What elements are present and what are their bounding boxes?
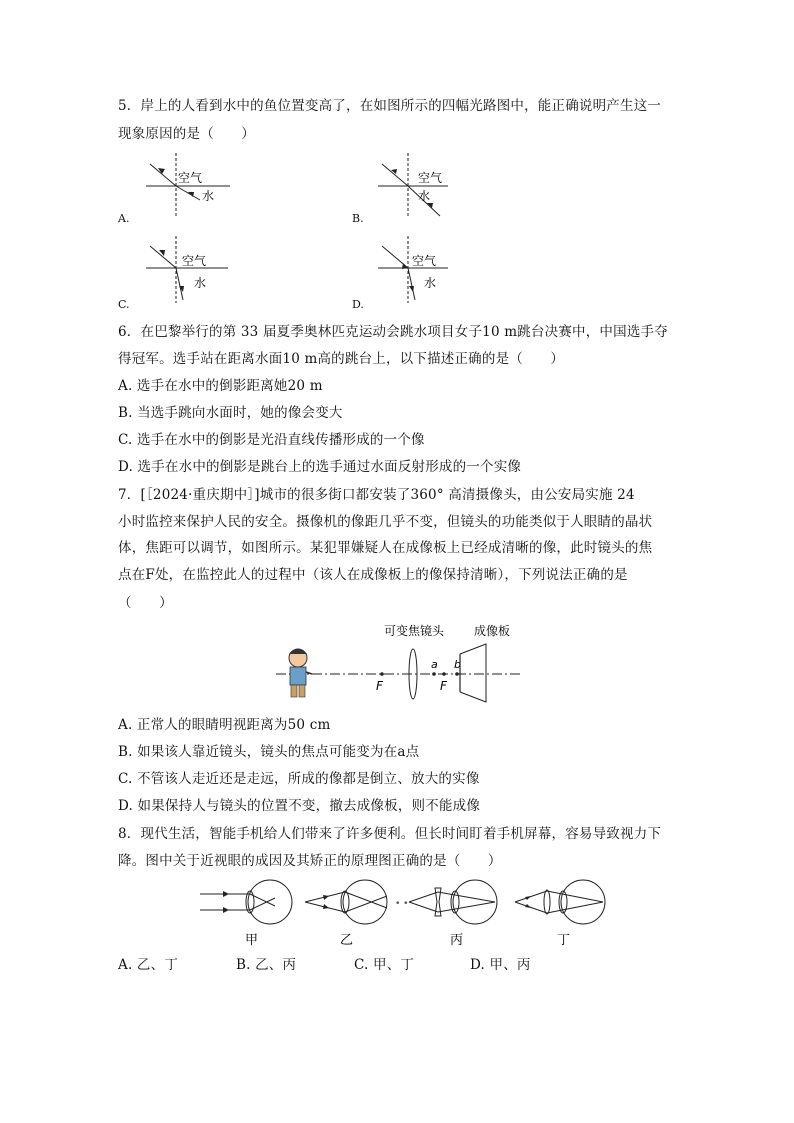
q7-option-c: C. 不管该人走近还是走远，所成的像都是倒立、放大的实像 xyxy=(118,771,480,787)
q6-option-b: B. 当选手跳向水面时，她的像会变大 xyxy=(118,405,343,421)
q5-diagram-d xyxy=(378,236,448,303)
q8-option-c: C. 甲、丁 xyxy=(354,957,415,973)
convex-lens-icon xyxy=(544,890,550,914)
q7-stem-line1: 7．[［2024·重庆期中］]城市的很多街口都安装了360° 高清摄像头，由公安局实施 24 xyxy=(118,487,635,503)
eye-diagram-jia xyxy=(200,880,292,948)
q5-diagram-c xyxy=(146,236,228,303)
q7-stem-line3: 体，焦距可以调节，如图所示。某犯罪嫌疑人在成像板上已经成清晰的像，此时镜头的焦 xyxy=(118,540,653,556)
q7-option-a: A. 正常人的眼睛明视距离为50 cm xyxy=(118,717,331,733)
q5-stem-line2: 现象原因的是（ ） xyxy=(118,126,255,142)
q8-stem-line2: 降。图中关于近视眼的成因及其矫正的原理图正确的是（ ） xyxy=(118,853,502,869)
q5-a-water-label: 水 xyxy=(202,189,215,203)
q5-d-air-label: 空气 xyxy=(412,254,437,268)
q6-option-c: C. 选手在水中的倒影是光沿直线传播形成的一个像 xyxy=(118,432,425,448)
q7-lens-label: 可变焦镜头 xyxy=(384,624,445,638)
q7-camera-diagram xyxy=(270,620,530,710)
q5-option-c-label: C. xyxy=(118,298,130,311)
q6-stem-line1: 6．在巴黎举行的第 33 届夏季奥林匹克运动会跳水项目女子10 m跳台决赛中，中国选手夺 xyxy=(118,324,668,340)
q5-option-a-label: A. xyxy=(118,212,130,225)
q8-option-a: A. 乙、丁 xyxy=(118,957,179,973)
q7-left-f-label: F xyxy=(376,679,383,693)
q5-a-air-label: 空气 xyxy=(178,171,203,185)
q7-stem-line2: 小时监控来保护人民的安全。摄像机的像距几乎不变，但镜头的功能类似于人眼睛的晶状 xyxy=(118,514,653,530)
q7-board-label: 成像板 xyxy=(474,624,511,638)
q8-label-jia: 甲 xyxy=(245,933,259,948)
q5-option-d-label: D. xyxy=(352,298,364,311)
eye-diagram-yi xyxy=(305,880,387,948)
q8-label-ding: 丁 xyxy=(557,933,571,948)
q7-point-b-label: b xyxy=(454,658,461,671)
q5-diagram-b xyxy=(378,153,448,218)
eye-diagram-ding xyxy=(515,880,605,948)
q7-stem-line4: 点在F处，在监控此人的过程中（该人在成像板上的像保持清晰），下列说法正确的是 xyxy=(118,567,628,583)
q8-option-d: D. 甲、丙 xyxy=(470,957,531,973)
q8-label-bing: 丙 xyxy=(450,933,464,948)
q5-diagrams xyxy=(118,148,678,318)
q5-diagram-a xyxy=(146,153,230,218)
q7-option-b: B. 如果该人靠近镜头，镜头的焦点可能变为在a点 xyxy=(118,744,420,760)
q6-option-a: A. 选手在水中的倒影距离她20 m xyxy=(118,378,323,394)
q5-b-water-label: 水 xyxy=(418,189,431,203)
q8-stem-line1: 8．现代生活，智能手机给人们带来了许多便利。但长时间盯着手机屏幕，容易导致视力下 xyxy=(118,826,662,842)
q8-option-b: B. 乙、丙 xyxy=(236,957,297,973)
q5-b-air-label: 空气 xyxy=(418,171,443,185)
q8-label-yi: 乙 xyxy=(340,933,354,948)
q5-option-b-label: B. xyxy=(352,212,364,225)
eye-diagram-bing xyxy=(395,880,497,948)
person-icon xyxy=(289,649,312,697)
q5-stem-line1: 5．岸上的人看到水中的鱼位置变高了，在如图所示的四幅光路图中，能正确说明产生这一 xyxy=(118,98,662,114)
q6-option-d: D. 选手在水中的倒影是跳台上的选手通过水面反射形成的一个实像 xyxy=(118,459,522,475)
q5-c-air-label: 空气 xyxy=(182,254,207,268)
q5-c-water-label: 水 xyxy=(194,276,207,290)
imaging-board-icon xyxy=(460,644,486,702)
q7-right-f-label: F xyxy=(440,679,447,693)
q7-point-a-label: a xyxy=(431,658,438,671)
q6-stem-line2: 得冠军。选手站在距离水面10 m高的跳台上，以下描述正确的是（ ） xyxy=(118,351,565,367)
q7-option-d: D. 如果保持人与镜头的位置不变，撤去成像板，则不能成像 xyxy=(118,798,481,814)
q7-stem-line5: （ ） xyxy=(118,595,173,611)
q8-eye-diagrams xyxy=(195,878,615,950)
svg-text:• •: • • xyxy=(395,899,409,909)
q5-d-water-label: 水 xyxy=(424,276,437,290)
